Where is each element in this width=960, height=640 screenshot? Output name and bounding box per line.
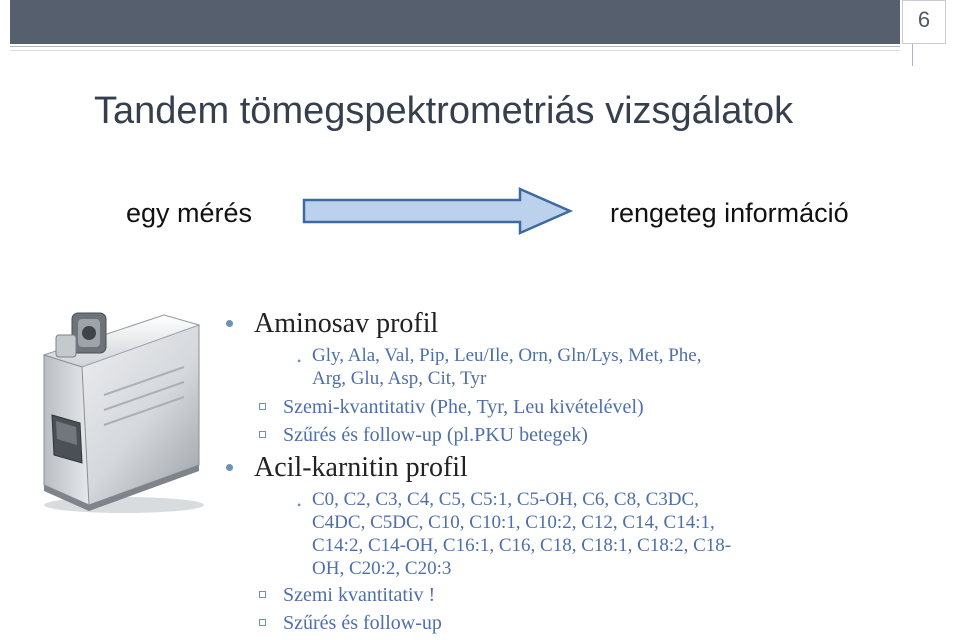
sub-item-screening [283,424,588,447]
header-divider [10,46,900,47]
sub-item-semiquant [283,396,644,419]
flow-right-label: rengeteg információ [610,198,849,228]
header-bar [10,0,900,44]
sub-item-screening-2 [283,612,442,635]
amino-acid-list [297,344,702,390]
bullet-dot-icon [226,464,233,471]
acylcarnitine-list [297,488,732,580]
list-line: Gly, Ala, Val, Pip, Leu/Ile, Orn, Gln/Lys, Met, Phe, [312,345,702,366]
list-line: C0, C2, C3, C4, C5, C5:1, C5-OH, C6, C8, C3DC, [312,489,699,510]
header-divider-vertical [912,44,913,66]
square-bullet-icon [259,403,266,410]
page-number-box [902,0,946,44]
list-line: OH, C20:2, C20:3 [312,558,452,579]
bullet-small-dot-icon: • [297,354,302,368]
square-bullet-icon [259,591,266,598]
bullet-small-dot-icon: • [297,498,302,512]
right-arrow-icon [300,186,576,236]
sub-item-semiquant-2 [283,584,435,607]
list-line: Arg, Glu, Asp, Cit, Tyr [312,368,487,389]
list-line: C14:2, C14-OH, C16:1, C16, C18, C18:1, C18:2, C18- [312,535,732,556]
mass-spectrometer-image [34,295,214,515]
sub-item-text: Szűrés és follow-up (pl.PKU betegek) [283,424,588,446]
sub-item-text: Szemi-kvantitativ (Phe, Tyr, Leu kivételével) [283,396,644,418]
slide-title: Tandem tömegspektrometriás vizsgálatok [94,90,794,132]
sub-item-text: Szemi kvantitativ ! [283,584,436,606]
list-line: C4DC, C5DC, C10, C10:1, C10:2, C12, C14, C14:1, [312,512,715,533]
header-divider-secondary [10,50,900,51]
square-bullet-icon [259,619,266,626]
flow-left-label: egy mérés [126,198,253,228]
bullet-label: Acil-karnitin profil [254,452,468,483]
page-number: 6 [917,7,931,32]
bullet-dot-icon [226,320,233,327]
sub-item-text: Szűrés és follow-up [283,612,442,634]
bullet-label: Aminosav profil [254,308,439,339]
square-bullet-icon [259,431,266,438]
